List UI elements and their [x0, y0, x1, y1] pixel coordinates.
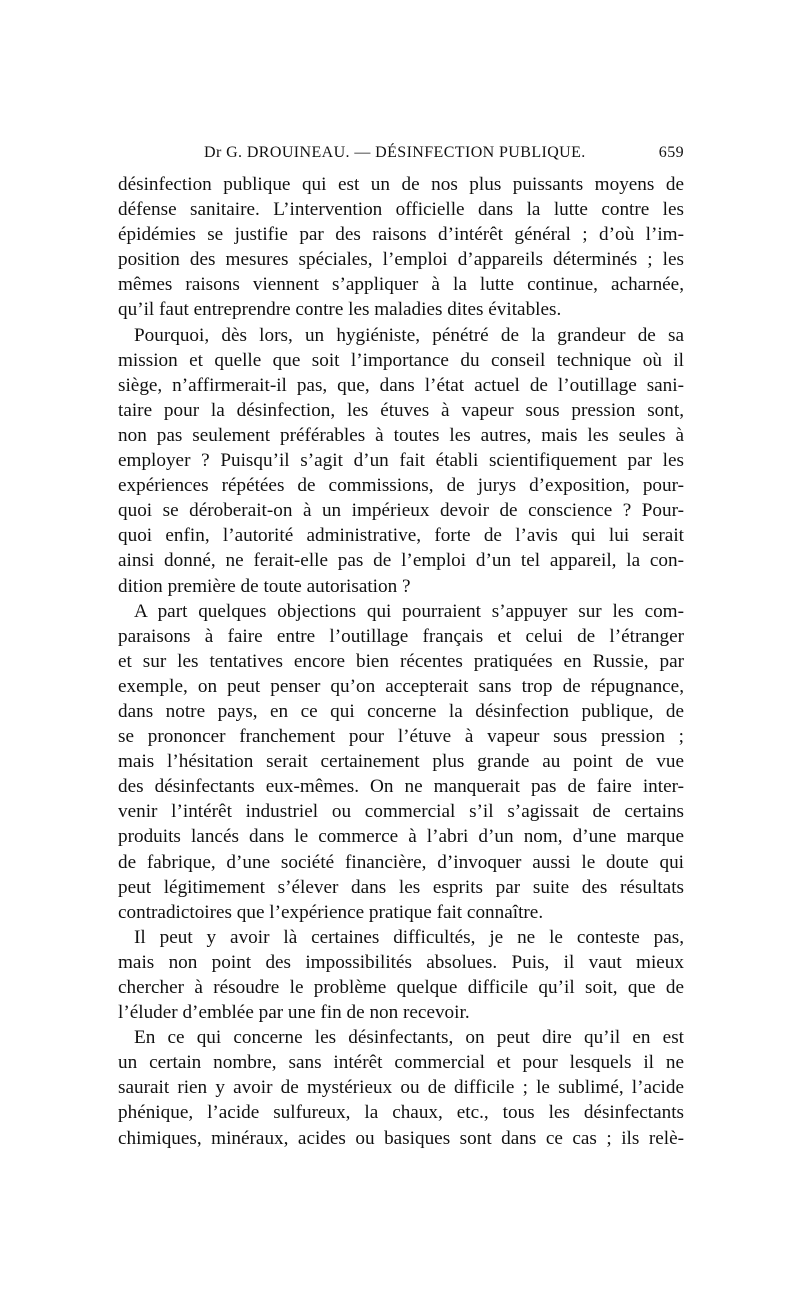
text-line: et sur les tentatives encore bien récentes pratiquées en Russie, par — [118, 650, 684, 672]
paragraph-2 — [118, 323, 684, 599]
running-head — [118, 144, 684, 170]
text-line: se prononcer franchement pour l’étuve à vapeur sous pression ; — [118, 726, 684, 748]
paragraph-3 — [118, 599, 684, 925]
text-line: En ce qui concerne les désinfectants, on peut dire qu’il en est — [134, 1027, 684, 1049]
text-line: mais non point des impossibilités absolues. Puis, il vaut mieux — [118, 951, 684, 973]
text-line: chimiques, minéraux, acides ou basiques sont dans ce cas ; ils relè- — [118, 1127, 684, 1149]
text-line: quoi se déroberait-on à un impérieux devoir de conscience ? Pour- — [118, 500, 684, 522]
text-line: Il peut y avoir là certaines difficultés, je ne le conteste pas, — [134, 926, 684, 948]
text-line: non pas seulement préférables à toutes les autres, mais les seules à — [118, 424, 684, 446]
book-page — [118, 144, 684, 1151]
text-line: saurait rien y avoir de mystérieux ou de difficile ; le sublimé, l’acide — [118, 1077, 684, 1099]
text-line: de fabrique, d’une société financière, d’invoquer aussi le doute qui — [118, 851, 684, 873]
paragraph-5 — [118, 1025, 684, 1150]
paragraph-4 — [118, 925, 684, 1025]
text-line: mêmes raisons viennent s’appliquer à la lutte continue, acharnée, — [118, 274, 684, 296]
body-text — [118, 172, 684, 1151]
text-line: produits lancés dans le commerce à l’abri d’un nom, d’une marque — [118, 826, 684, 848]
text-line: quoi enfin, l’autorité administrative, forte de l’avis qui lui serait — [118, 525, 684, 547]
text-line: l’éluder d’emblée par une fin de non recevoir. — [118, 1002, 470, 1024]
page-number: 659 — [658, 144, 684, 161]
text-line: position des mesures spéciales, l’emploi d’appareils déterminés ; les — [118, 249, 684, 271]
text-line: des désinfectants eux-mêmes. On ne manquerait pas de faire inter- — [118, 776, 684, 798]
text-line: peut légitimement s’élever dans les esprits par suite des résultats — [118, 876, 684, 898]
text-line: défense sanitaire. L’intervention officielle dans la lutte contre les — [118, 199, 684, 221]
text-line: désinfection publique qui est un de nos plus puissants moyens de — [118, 174, 684, 195]
text-line: mais l’hésitation serait certainement plus grande au point de vue — [118, 751, 684, 773]
text-line: expériences répétées de commissions, de jurys d’exposition, pour- — [118, 475, 684, 497]
text-line: dition première de toute autorisation ? — [118, 575, 411, 597]
text-line: dans notre pays, en ce qui concerne la désinfection publique, de — [118, 700, 684, 722]
text-line: contradictoires que l’expérience pratique fait connaître. — [118, 901, 544, 923]
text-line: exemple, on peut penser qu’on accepterait sans trop de répugnance, — [118, 675, 684, 697]
text-line: taire pour la désinfection, les étuves à vapeur sous pression sont, — [118, 399, 684, 421]
text-line: qu’il faut entreprendre contre les maladies dites évitables. — [118, 299, 562, 321]
text-line: A part quelques objections qui pourraient s’appuyer sur les com- — [134, 600, 684, 622]
text-line: un certain nombre, sans intérêt commercial et pour lesquels il ne — [118, 1052, 684, 1074]
text-line: siège, n’affirmerait-il pas, que, dans l’état actuel de l’outillage sani- — [118, 374, 684, 396]
text-line: ainsi donné, ne ferait-elle pas de l’emploi d’un tel appareil, la con- — [118, 550, 684, 572]
text-line: employer ? Puisqu’il s’agit d’un fait établi scientifiquement par les — [118, 450, 684, 472]
text-line: Pourquoi, dès lors, un hygiéniste, pénétré de la grandeur de sa — [134, 324, 684, 346]
text-line: chercher à résoudre le problème quelque difficile qu’il soit, que de — [118, 977, 684, 998]
running-title: Dr G. DROUINEAU. — DÉSINFECTION PUBLIQUE. — [204, 144, 586, 161]
text-line: épidémies se justifie par des raisons d’intérêt général ; d’où l’im- — [118, 224, 684, 246]
text-line: phénique, l’acide sulfureux, la chaux, etc., tous les désinfectants — [118, 1102, 684, 1124]
text-line: paraisons à faire entre l’outillage français et celui de l’étranger — [118, 625, 684, 647]
text-line: venir l’intérêt industriel ou commercial s’il s’agissait de certains — [118, 801, 684, 823]
text-line: mission et quelle que soit l’importance du conseil technique où il — [118, 349, 684, 371]
paragraph-1 — [118, 172, 684, 323]
